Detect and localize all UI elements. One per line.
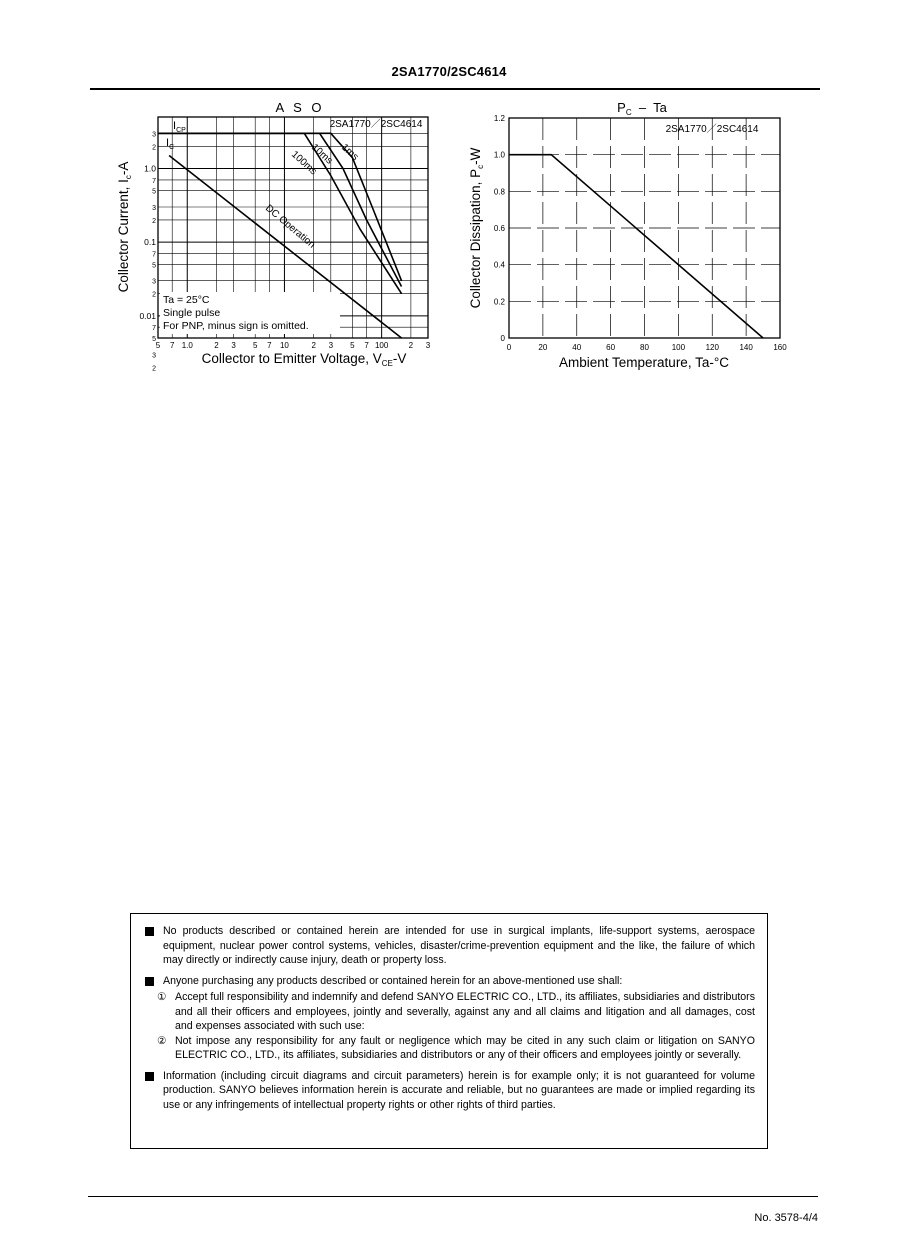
x-tick-label: 80: [640, 343, 649, 352]
note-pnp: For PNP, minus sign is omitted.: [163, 320, 309, 332]
header-divider: [90, 88, 820, 90]
x-tick-label: 60: [606, 343, 616, 352]
y-tick-label: 0.01: [139, 310, 156, 321]
x-tick-label: 40: [572, 343, 582, 352]
y-minor-tick-label: 7: [152, 325, 156, 333]
bullet-square-icon: [145, 977, 154, 986]
curve-label-1ms: 1ms: [338, 142, 361, 163]
note-single-pulse: Single pulse: [163, 307, 221, 319]
y-minor-tick-label: 7: [152, 251, 156, 259]
x-tick-label: 1.0: [181, 341, 193, 350]
chart-grid: [509, 118, 780, 338]
notice-paragraph: [145, 1069, 755, 1113]
part-number-label: 2SA1770／2SC4614: [665, 124, 759, 135]
x-tick-label: 0: [506, 343, 512, 352]
notice-text: Information (including circuit diagrams and circuit parameters) herein is for example only; it is not guaranteed for volume production. SANYO believes information herein is accurate and reliable, but no guarantees are made or implied regarding its use or any infringements of intellectual property rights or other rights of third parties.: [163, 1069, 755, 1111]
notice-text: No products described or contained herein are intended for use in surgical implants, life-support systems, aerospace equipment, nuclear power control systems, vehicles, disaster/crime-prevention equipment and the like, the failure of which may directly or indirectly cause injury, death or property loss.: [163, 925, 755, 966]
y-minor-tick-label: 2: [152, 365, 156, 373]
y-minor-tick-label: 7: [152, 177, 156, 185]
x-tick-label: 100: [374, 341, 389, 350]
chart-title: $P_C$ – Ta: [617, 100, 667, 117]
x-tick-label: 7: [267, 341, 272, 350]
x-tick-label: 3: [231, 341, 236, 350]
chart-title: A S O: [275, 100, 325, 115]
note-ambient-temp: Ta = 25°C: [163, 294, 210, 306]
x-tick-label: 100: [671, 343, 686, 352]
notice-subitem: [145, 990, 755, 1034]
x-tick-label: 5: [155, 341, 161, 350]
y-tick-label: 0.1: [144, 237, 156, 248]
y-minor-tick-label: 3: [152, 352, 156, 360]
notice-paragraph: [145, 974, 755, 989]
x-tick-label: 10: [279, 341, 289, 350]
y-minor-tick-label: 5: [152, 188, 156, 196]
series-lines: [509, 155, 763, 338]
x-tick-label: 5: [252, 341, 258, 350]
legal-notice-box: [130, 913, 768, 1149]
curve-label-dc-operation: DC Operation: [263, 202, 317, 251]
y-minor-tick-label: 2: [152, 217, 156, 225]
curve-label-10ms: 10ms: [308, 142, 335, 167]
curve-label-100ms: 100ms: [288, 149, 319, 178]
x-tick-label: 7: [364, 341, 369, 350]
y-minor-tick-label: 3: [152, 278, 156, 286]
document-number: No. 3578-4/4: [754, 1212, 818, 1224]
y-axis-label: Collector Current, $I_c-A$: [116, 161, 133, 293]
y-minor-tick-label: 3: [152, 131, 156, 139]
bullet-square-icon: [145, 1072, 154, 1081]
x-tick-label: 2: [311, 341, 316, 350]
x-axis-label: Collector to Emitter Voltage, $V_{CE}-V$: [201, 351, 407, 368]
power-dissipation-chart: [462, 96, 802, 378]
y-axis-label: Collector Dissipation, $P_c-W$: [468, 147, 485, 309]
aso-chart: [110, 96, 440, 378]
y-tick-label: 1.2: [493, 114, 505, 123]
y-minor-tick-label: 5: [152, 336, 156, 343]
series-line-derating: [509, 155, 763, 338]
bullet-square-icon: [145, 927, 154, 936]
notice-text: Anyone purchasing any products described or contained herein for an above-mentioned use shall:: [163, 974, 623, 987]
x-tick-label: 160: [773, 343, 787, 352]
x-tick-label: 2: [214, 341, 219, 350]
notice-paragraph: [145, 924, 755, 968]
x-tick-label: 20: [538, 343, 548, 352]
y-tick-label: 0.4: [493, 260, 505, 270]
notice-subitem: [145, 1034, 755, 1063]
y-tick-label: 0: [500, 334, 505, 343]
y-minor-tick-label: 2: [152, 144, 156, 152]
y-minor-tick-label: 3: [152, 205, 156, 213]
part-number-label: 2SA1770／2SC4614: [329, 119, 423, 130]
x-tick-label: 140: [739, 343, 753, 352]
y-minor-tick-label: 5: [152, 262, 156, 270]
x-tick-label: 3: [328, 341, 334, 350]
x-tick-label: 120: [705, 343, 719, 352]
notice-text: Accept full responsibility and indemnify and defend SANYO ELECTRIC CO., LTD., its affiliates, subsidiaries and distributors and all their officers and employees, jointly and severally, against any and all claims and litigation and all damages, cost and expenses associated with such use:: [175, 991, 755, 1032]
x-axis-label: Ambient Temperature, Ta-°C: [559, 355, 729, 370]
document-title: 2SA1770/2SC4614: [391, 64, 507, 79]
y-minor-tick-label: 2: [152, 291, 156, 299]
x-tick-label: 7: [169, 341, 175, 350]
x-tick-label: 3: [425, 341, 431, 350]
y-tick-label: 0.2: [493, 297, 505, 307]
y-tick-label: 1.0: [144, 163, 156, 174]
ic-label: $I_C$: [166, 137, 175, 151]
item-number: ②: [157, 1034, 167, 1047]
y-tick-label: 0.6: [493, 224, 505, 233]
y-tick-label: 0.8: [493, 187, 505, 197]
x-tick-label: 5: [350, 341, 355, 350]
x-tick-label: 2: [408, 341, 414, 350]
y-tick-label: 1.0: [493, 150, 505, 160]
icp-label: $I_{CP}$: [173, 120, 186, 134]
item-number: ①: [157, 991, 167, 1003]
tick-labels: [494, 114, 787, 352]
footer-divider: [88, 1196, 818, 1197]
notice-text: Not impose any responsibility for any fault or negligence which may be cited in any such claim or litigation on SANYO ELECTRIC CO., LTD., its affiliates, subsidiaries and distributors or any of their officers and employees jointly or severally.: [175, 1034, 755, 1061]
